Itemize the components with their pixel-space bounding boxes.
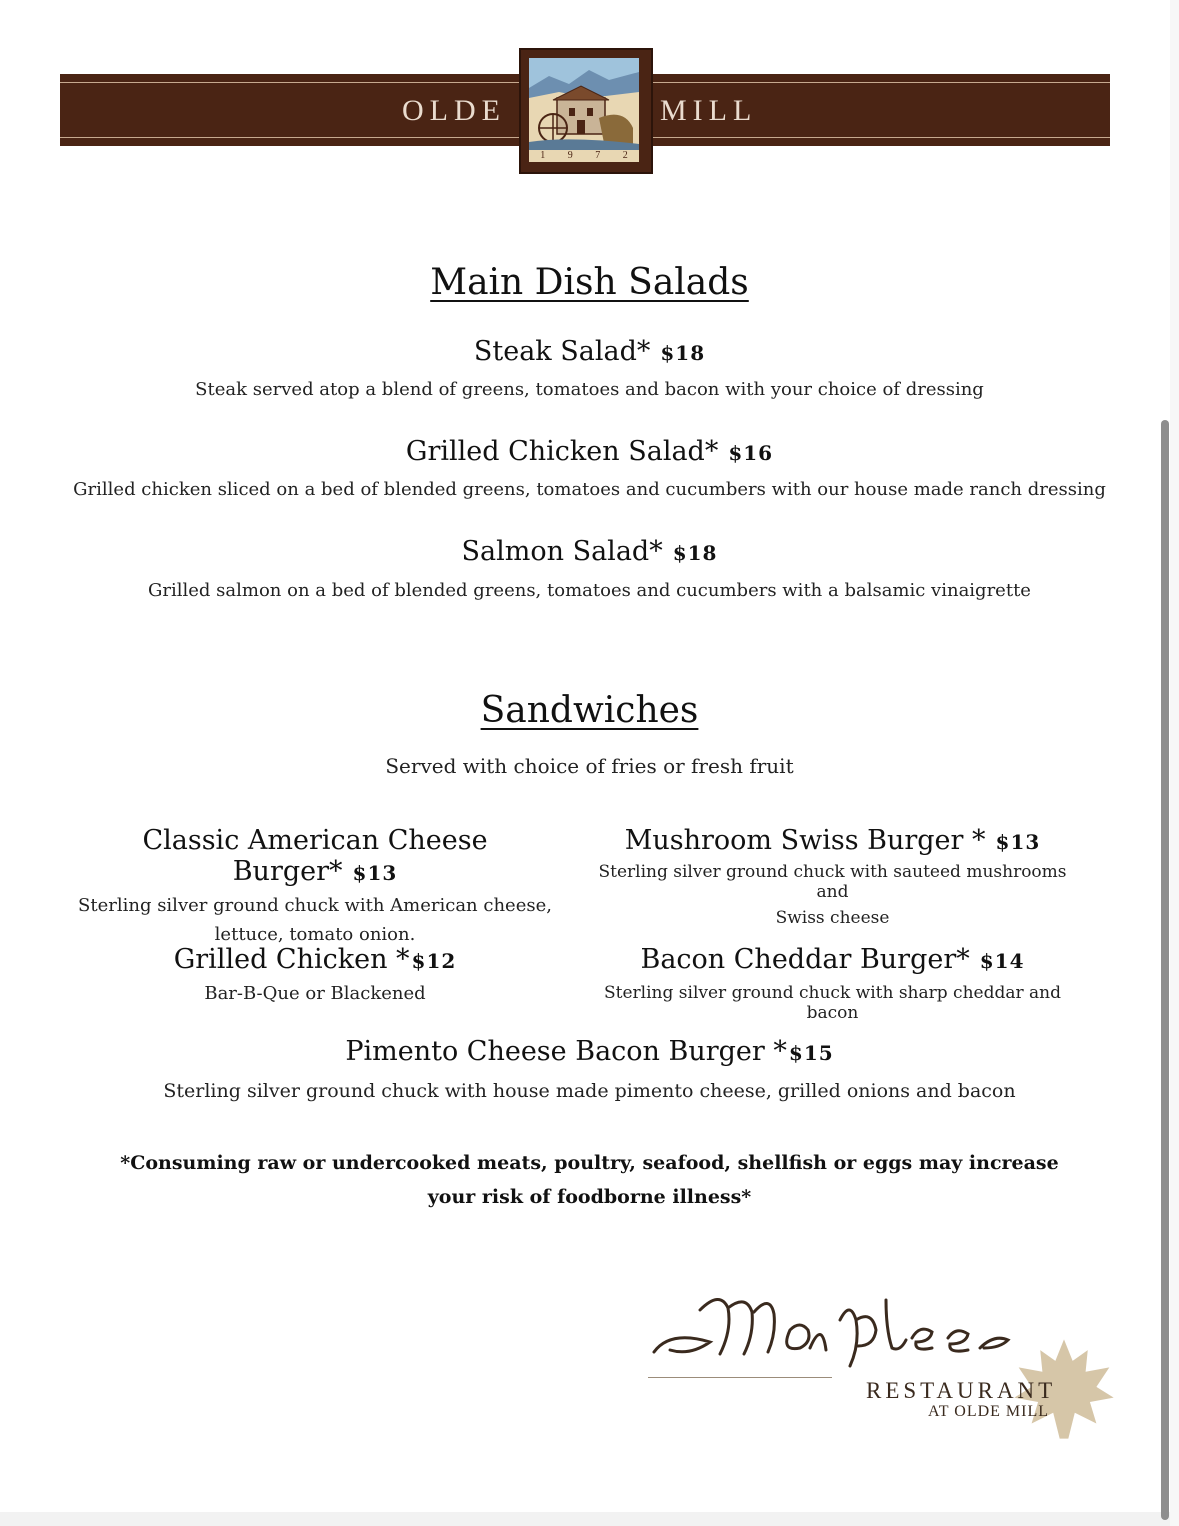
menu-item [60, 825, 570, 945]
year-digit: 1 [540, 149, 546, 161]
maples-rule [648, 1377, 832, 1378]
banner-olde: OLDE [402, 94, 506, 127]
item-description: Grilled salmon on a bed of blended greens, tomatoes and cucumbers with a balsamic vinaigrette [148, 580, 1031, 601]
menu-item-title-row [0, 536, 1179, 567]
item-price: $18 [672, 541, 718, 565]
item-name: Bacon Cheddar Burger* [640, 944, 970, 975]
item-description: Swiss cheese [775, 908, 890, 928]
notice-line: *Consuming raw or undercooked meats, poultry, seafood, shellfish or eggs may increase [120, 1152, 1059, 1174]
menu-item-title-row [0, 336, 1179, 367]
menu-item-title-row [0, 436, 1179, 467]
item-price: $18 [660, 341, 706, 365]
year-digit: 9 [567, 149, 573, 161]
scrollbar-thumb[interactable] [1161, 420, 1169, 1520]
foodborne-notice [0, 1146, 1179, 1214]
menu-item-title-row [0, 1036, 1179, 1067]
bottom-strip [0, 1512, 1179, 1526]
item-name: Salmon Salad* [461, 536, 663, 567]
item-price: $15 [788, 1041, 834, 1065]
item-price: $14 [979, 949, 1025, 973]
item-name: Steak Salad* [473, 336, 651, 367]
salads-heading-row [0, 262, 1179, 303]
maples-restaurant-text: RESTAURANT [866, 1378, 1057, 1403]
item-price: $16 [728, 441, 774, 465]
menu-item [590, 825, 1075, 928]
notice-line: your risk of foodborne illness* [427, 1186, 752, 1208]
logo-year [529, 148, 639, 162]
menu-item [60, 944, 570, 1004]
item-name: Grilled Chicken * [173, 944, 410, 975]
banner-mill: MILL [660, 94, 758, 127]
year-digit: 7 [595, 149, 601, 161]
item-description: Grilled chicken sliced on a bed of blended greens, tomatoes and cucumbers with our house made ranch dressing [73, 479, 1106, 500]
item-description: Sterling silver ground chuck with sauteed mushrooms and [598, 862, 1067, 902]
maples-sub-text: AT OLDE MILL [928, 1403, 1050, 1420]
salads-title: Main Dish Salads [430, 262, 749, 303]
item-description: Bar-B-Que or Blackened [204, 983, 426, 1004]
year-digit: 2 [622, 149, 628, 161]
item-price: $13 [352, 861, 398, 885]
item-description: Sterling silver ground chuck with American cheese, [78, 895, 552, 916]
sandwiches-title: Sandwiches [480, 690, 699, 731]
sandwiches-heading-row [0, 690, 1179, 731]
item-description: Sterling silver ground chuck with house made pimento cheese, grilled onions and bacon [163, 1080, 1016, 1102]
menu-item [590, 944, 1075, 1023]
item-name: Grilled Chicken Salad* [405, 436, 719, 467]
item-name: Classic American Cheese Burger* [142, 825, 488, 887]
item-price: $13 [995, 830, 1041, 854]
scrollbar-track[interactable] [1170, 0, 1179, 1526]
item-description: Steak served atop a blend of greens, tomatoes and bacon with your choice of dressing [195, 379, 984, 400]
item-name: Pimento Cheese Bacon Burger * [345, 1036, 787, 1067]
olde-mill-logo [519, 48, 653, 174]
item-price: $12 [411, 949, 457, 973]
maples-script-logo [650, 1290, 1030, 1370]
item-description: lettuce, tomato onion. [214, 924, 416, 945]
sandwiches-subtitle: Served with choice of fries or fresh fruit [385, 754, 794, 778]
item-description: Sterling silver ground chuck with sharp cheddar and bacon [604, 983, 1061, 1023]
mill-icon [529, 58, 639, 162]
item-name: Mushroom Swiss Burger * [624, 825, 986, 856]
